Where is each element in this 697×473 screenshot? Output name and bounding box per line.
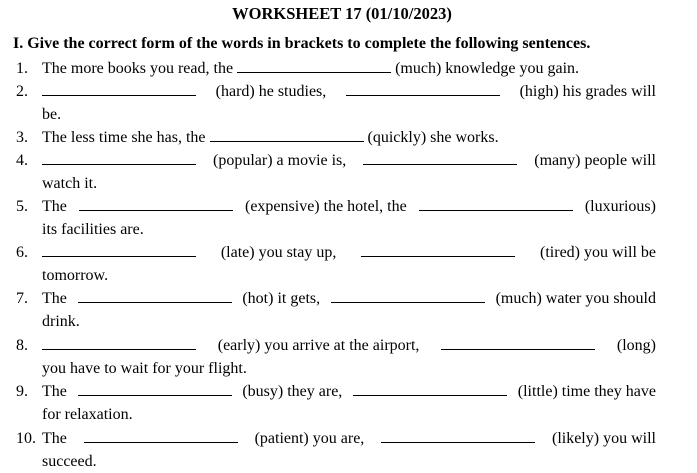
text: The xyxy=(42,198,67,215)
text: (popular) a movie is, xyxy=(212,152,347,169)
answer-blank[interactable] xyxy=(331,287,485,303)
text: The more books you read, the xyxy=(42,60,234,77)
answer-blank[interactable] xyxy=(42,334,196,350)
answer-blank[interactable] xyxy=(42,241,196,257)
text: (many) people will xyxy=(534,152,656,169)
text: for relaxation. xyxy=(42,406,133,423)
answer-blank[interactable] xyxy=(79,195,233,211)
answer-blank[interactable] xyxy=(42,149,196,165)
text: (expensive) the hotel, the xyxy=(245,198,407,215)
answer-blank[interactable] xyxy=(419,195,573,211)
text: (hard) he studies, xyxy=(215,83,327,100)
item-number: 7. xyxy=(16,290,28,307)
text: (late) you stay up, xyxy=(220,244,337,261)
text: its facilities are. xyxy=(42,221,144,238)
text: be. xyxy=(42,106,62,123)
answer-blank[interactable] xyxy=(361,241,515,257)
text: (tired) you will be xyxy=(540,244,656,261)
worksheet-title: WORKSHEET 17 (01/10/2023) xyxy=(232,4,452,23)
text: The less time she has, the xyxy=(42,129,206,146)
text: (quickly) she works. xyxy=(367,129,499,146)
item-number: 1. xyxy=(16,60,28,77)
answer-blank[interactable] xyxy=(363,149,517,165)
answer-blank[interactable] xyxy=(441,334,595,350)
answer-blank[interactable] xyxy=(346,80,500,96)
text: The xyxy=(42,383,67,400)
item-number: 9. xyxy=(16,383,28,400)
answer-blank[interactable] xyxy=(42,80,196,96)
item-number: 8. xyxy=(16,337,28,354)
text: (little) time they have xyxy=(517,383,656,400)
text: (likely) you will xyxy=(551,430,656,447)
item-number: 4. xyxy=(16,152,28,169)
text: (much) water you should xyxy=(495,290,656,307)
item-number: 10. xyxy=(16,430,36,447)
text: (luxurious) xyxy=(584,198,656,215)
answer-blank[interactable] xyxy=(210,126,364,142)
text: (early) you arrive at the airport, xyxy=(217,337,420,354)
text: (long) xyxy=(616,337,656,354)
text: The xyxy=(42,430,67,447)
text: (high) his grades will xyxy=(519,83,656,100)
answer-blank[interactable] xyxy=(78,380,232,396)
text: watch it. xyxy=(42,175,98,192)
item-number: 3. xyxy=(16,129,28,146)
answer-blank[interactable] xyxy=(353,380,507,396)
item-number: 2. xyxy=(16,83,28,100)
answer-blank[interactable] xyxy=(381,427,535,443)
text: tomorrow. xyxy=(42,267,109,284)
text: (busy) they are, xyxy=(242,383,343,400)
text: (patient) you are, xyxy=(254,430,365,447)
text: you have to wait for your flight. xyxy=(42,360,247,377)
answer-blank[interactable] xyxy=(237,57,391,73)
text: drink. xyxy=(42,313,80,330)
text: (much) knowledge you gain. xyxy=(395,60,580,77)
answer-blank[interactable] xyxy=(84,427,238,443)
answer-blank[interactable] xyxy=(78,287,232,303)
text: The xyxy=(42,290,67,307)
text: succeed. xyxy=(42,453,97,470)
section-heading: I. Give the correct form of the words in brackets to complete the following sentences. xyxy=(13,35,591,52)
text: (hot) it gets, xyxy=(242,290,321,307)
item-number: 6. xyxy=(16,244,28,261)
item-number: 5. xyxy=(16,198,28,215)
